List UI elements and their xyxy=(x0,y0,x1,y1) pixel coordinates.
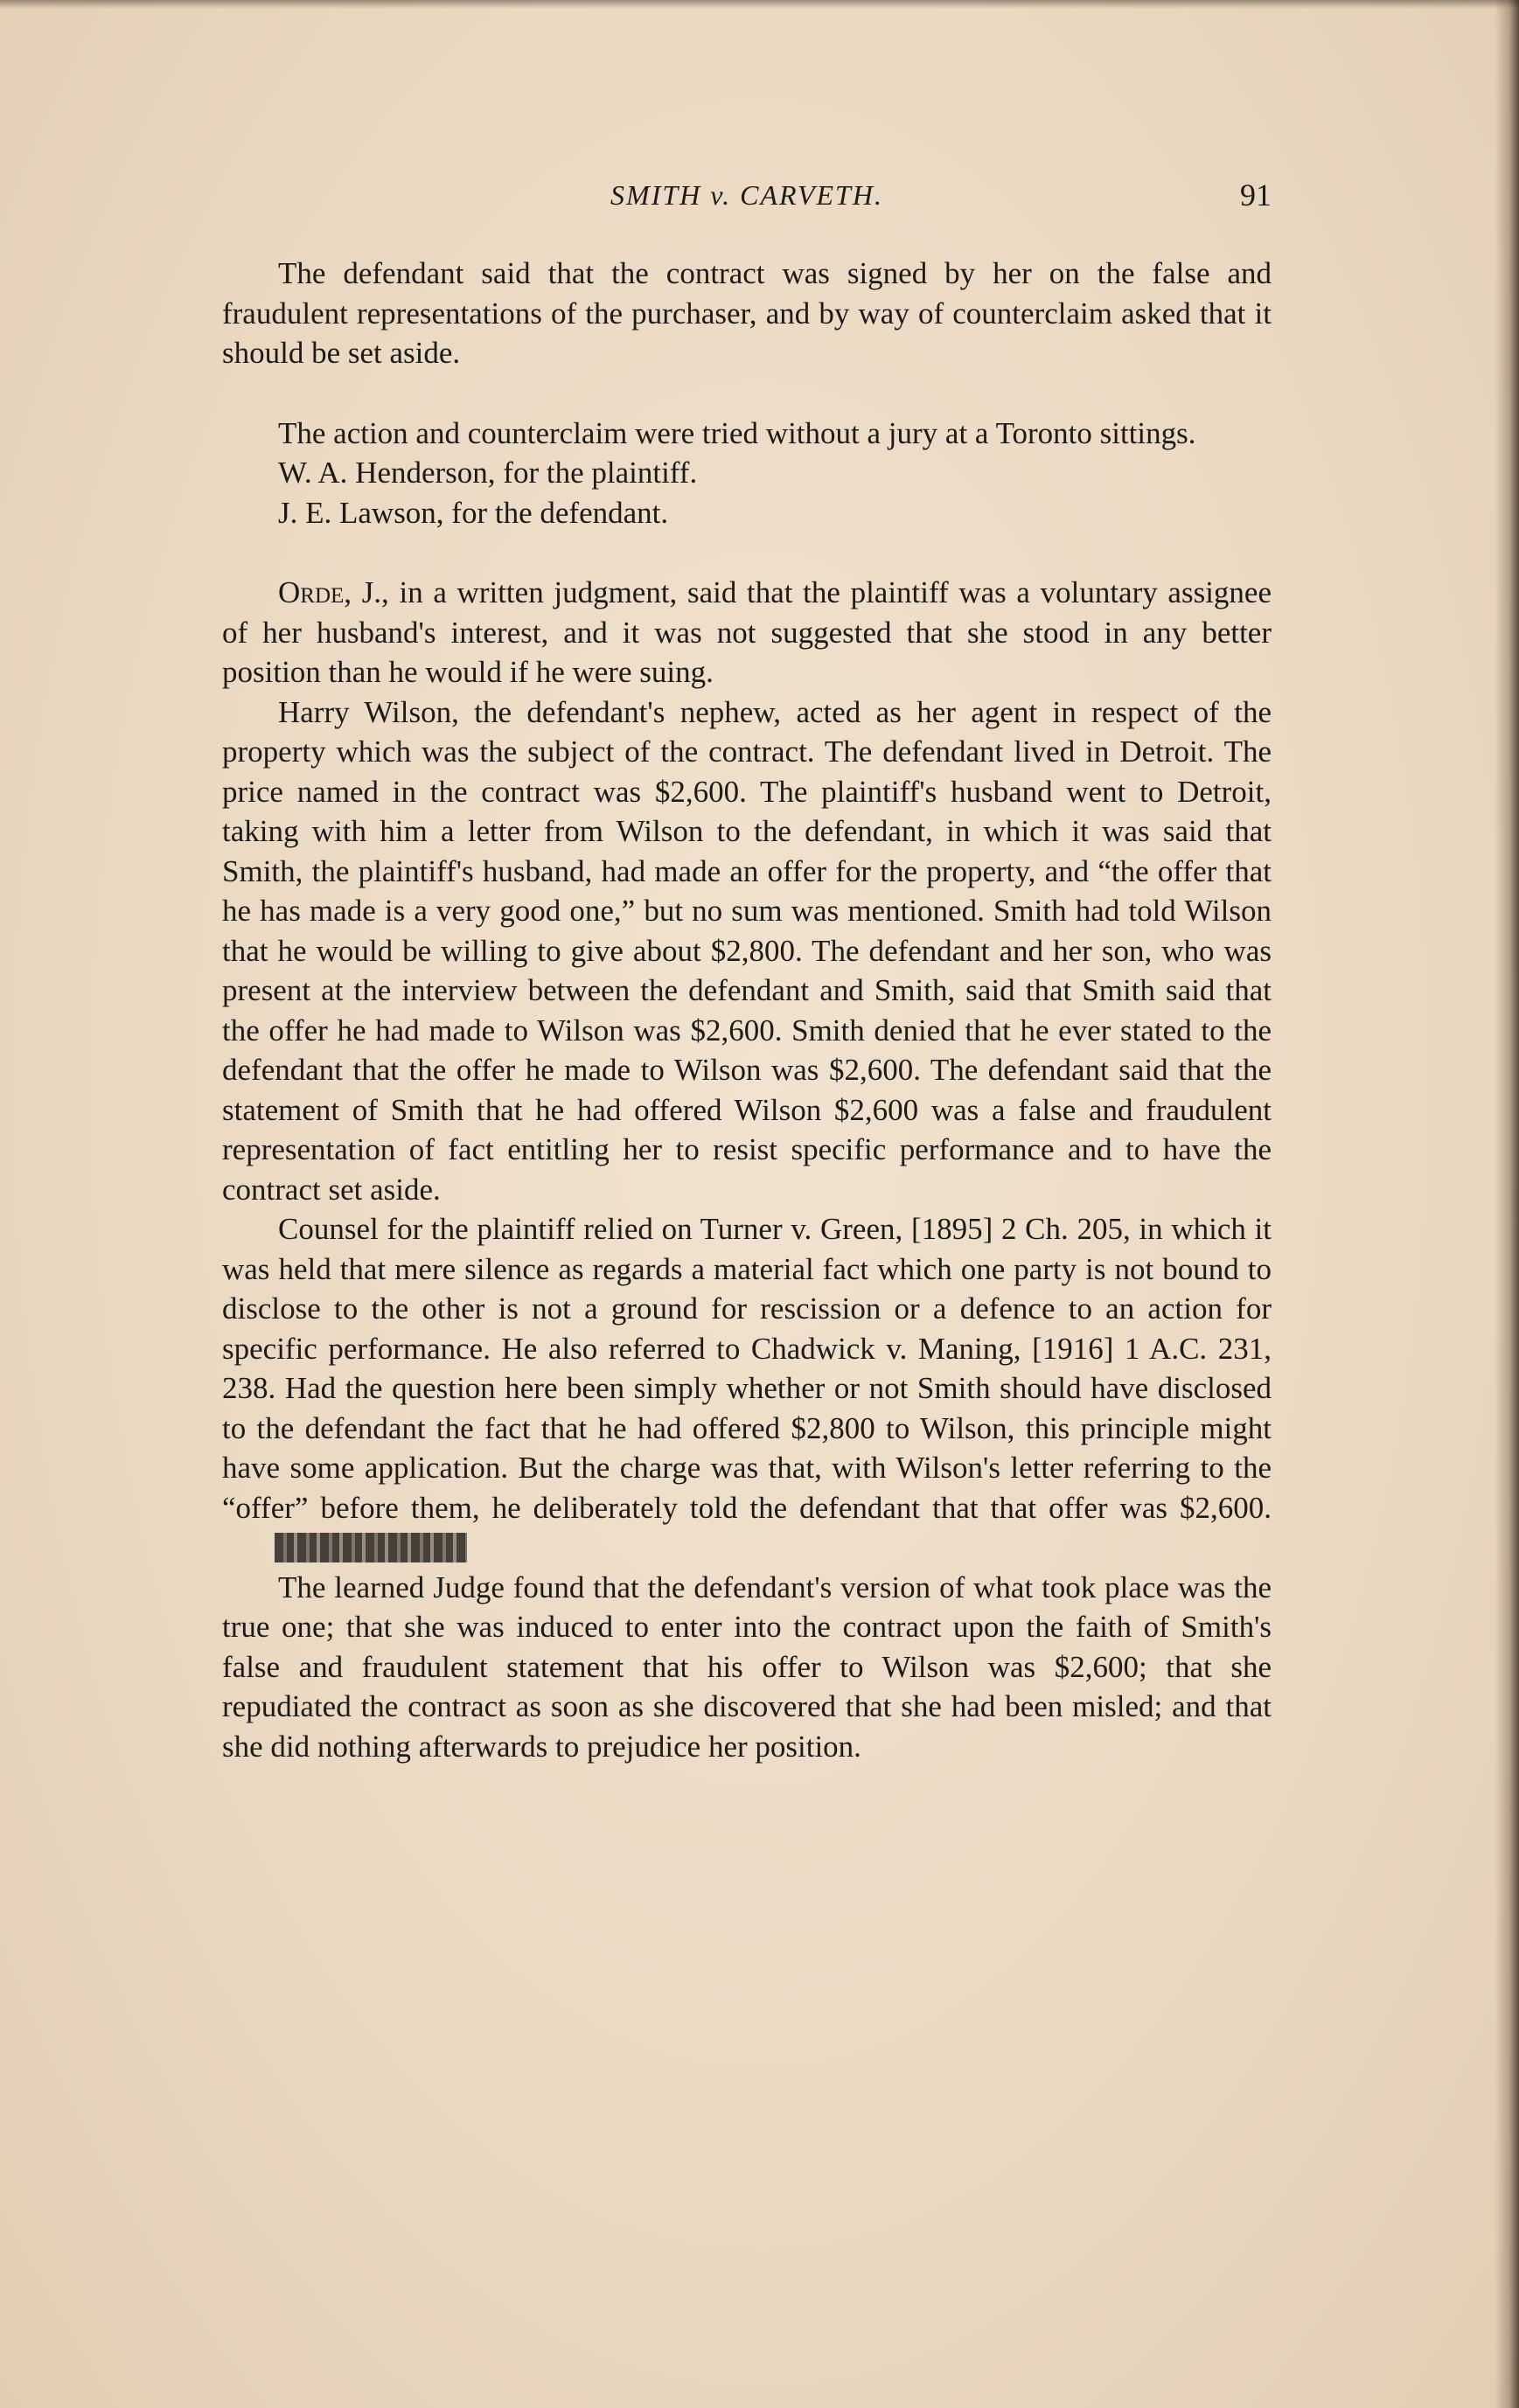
judge-name: Orde xyxy=(278,575,345,609)
running-head: SMITH v. CARVETH. xyxy=(610,179,883,211)
paragraph-facts: Harry Wilson, the defendant's nephew, acted as her agent in respect of the property which was the subject of the contract. The defendant lived in Detroit. The price named in the contract was $2,600. The plaintiff's husband went to Detroit, taking with him a letter from Wilson to the defendant, in which it was said that Smith, the plaintiff's husband, had made an offer for the property, and “the offer that he has made is a very good one,” but no sum was mentioned. Smith had told Wilson that he would be willing to give about $2,800. The defendant and her son, who was present at the interview between the defendant and Smith, said that Smith said that the offer he had made to Wilson was $2,600. Smith denied that he ever stated to the defendant that the offer he made to Wilson was $2,600. The defendant said that the statement of Smith that he had offered Wilson $2,600 was a false and fraudulent representation of fact entitling her to resist specific performance and to have the contract set aside. xyxy=(222,694,1272,1207)
page-body xyxy=(222,254,1272,1766)
paragraph-counterclaim: The defendant said that the contract was signed by her on the false and fraudulent representations of the purchaser, and by way of counterclaim asked that it should be set aside. xyxy=(222,256,1272,370)
page-header xyxy=(222,173,1272,217)
page-binding-shadow xyxy=(1495,0,1519,2408)
page-number: 91 xyxy=(1240,177,1272,212)
ink-smudge xyxy=(275,1533,467,1562)
page-top-shadow xyxy=(0,0,1519,9)
paragraph-counsel-argument xyxy=(222,1209,1272,1568)
counsel-defendant: J. E. Lawson, for the defendant. xyxy=(278,495,669,530)
paragraph-finding: The learned Judge found that the defendant's version of what took place was the true one; that she was induced to enter into the contract upon the faith of Smith's false and fraudulent statement that his offer to Wilson was $2,600; that she repudiated the contract as soon as she discovered that she had been misled; and that she did nothing afterwards to prejudice her position. xyxy=(222,1569,1272,1764)
paragraph-judgment-intro xyxy=(222,573,1272,692)
judgment-intro-text: , J., in a written judgment, said that the plaintiff was a voluntary assignee of her husband's interest, and it was not suggested that she stood in any better position than he would if he were suing. xyxy=(222,575,1272,689)
counsel-plaintiff: W. A. Henderson, for the plaintiff. xyxy=(278,456,698,490)
counsel-argument-text: Counsel for the plaintiff relied on Turner v. Green, [1895] 2 Ch. 205, in which it was held that mere silence as regards a material fact which one party is not bound to disclose to the other is not a ground for rescission or a defence to an action for specific performance. He also referred to Chadwick v. Maning, [1916] 1 A.C. 231, 238. Had the question here been simply whether or not Smith should have disclosed to the defendant the fact that he had offered $2,800 to Wilson, this principle might have some application. But the charge was that, with Wilson's letter referring to the “offer” before them, he deliberately told the defendant that that offer was $2,600. xyxy=(222,1212,1272,1525)
paragraph-trial: The action and counterclaim were tried without a jury at a Toronto sittings. xyxy=(278,415,1196,450)
